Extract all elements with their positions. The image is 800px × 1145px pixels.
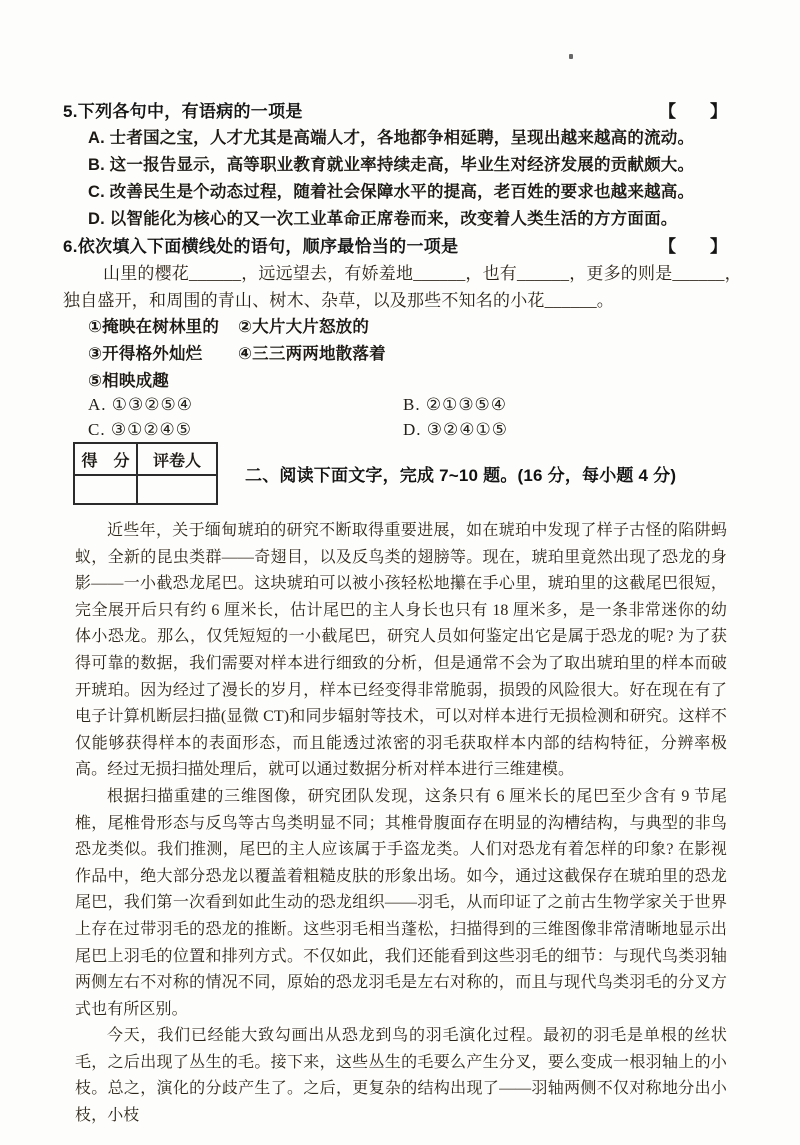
question-6-sentence-line-2: 独自盛开，和周围的青山、树木、杂草，以及那些不知名的小花______。	[63, 291, 614, 310]
score-value-cell	[74, 475, 137, 504]
passage-paragraph-2: 根据扫描重建的三维图像，研究团队发现，这条只有 6 厘米长的尾巴至少含有 9 节尾椎，尾椎骨形态与反鸟等古鸟类明显不同；其椎骨腹面存在明显的沟槽结构，与典型的非鸟恐龙类似。我们推测，尾巴的主人应该属于手盗龙类。人们对恐龙有着怎样的印象? 在影视作品中，绝大部分恐龙以覆盖着粗糙皮肤的形象出场。如今，通过这截保存在琥珀里的恐龙尾巴，我们第一次看到如此生动的恐龙组织——羽毛，从而印证了之前古生物学家关于世界上存在过带羽毛的恐龙的推断。这些羽毛相当蓬松，扫描得到的三维图像非常清晰地显示出尾巴上羽毛的位置和排列方式。不仅如此，我们还能看到这些羽毛的细节：与现代鸟类羽轴两侧左右不对称的情况不同，原始的恐龙羽毛是左右对称的，而且与现代鸟类羽毛的分叉方式也有所区别。	[75, 787, 727, 1018]
question-6-phrase-3: ③开得格外灿烂	[88, 345, 203, 363]
question-5-option-b: B. 这一报告显示，高等职业教育就业率持续走高，毕业生对经济发展的贡献颇大。	[88, 156, 695, 174]
score-label-cell: 得 分	[74, 443, 137, 475]
question-6-phrase-spacer	[238, 368, 386, 395]
question-5	[63, 98, 727, 233]
question-5-option-d: D. 以智能化为核心的又一次工业革命正席卷而来，改变着人类生活的方方面面。	[88, 210, 678, 228]
question-6-option-d: D. ③②④①⑤	[403, 420, 508, 439]
question-5-option-c: C. 改善民生是个动态过程，随着社会保障水平的提高，老百姓的要求也越来越高。	[88, 183, 695, 201]
question-5-option-a: A. 士者国之宝，人才尤其是高端人才，各地都争相延聘，呈现出越来越高的流动。	[88, 129, 695, 147]
question-6-phrase-2: ②大片大片怒放的	[238, 318, 370, 336]
question-6-phrases	[63, 314, 386, 395]
question-6-stem: 6.依次填入下面横线处的语句，顺序最恰当的一项是	[63, 237, 459, 256]
question-6-phrase-5: ⑤相映成趣	[88, 372, 169, 390]
section-2-heading: 二、阅读下面文字，完成 7~10 题。(16 分，每小题 4 分)	[245, 466, 677, 485]
passage-paragraph-3: 今天，我们已经能大致勾画出从恐龙到鸟的羽毛演化过程。最初的羽毛是单根的丝状毛，之后出现了丛生的毛。接下来，这些丛生的毛要么产生分叉，要么变成一根羽轴上的小枝。总之，演化的分歧产生了。之后，更复杂的结构出现了——羽轴两侧不仅对称地分出小枝，小枝	[75, 1027, 727, 1125]
question-6-option-c: C. ③①②④⑤	[88, 420, 193, 439]
question-5-options	[63, 125, 727, 233]
score-box	[73, 442, 218, 505]
question-6-phrase-4: ④三三两两地散落着	[238, 345, 386, 363]
question-6-answer-brackets: 【 】	[659, 237, 727, 256]
section-2-header-row	[73, 442, 727, 505]
question-5-stem: 5.下列各句中，有语病的一项是	[63, 102, 303, 121]
grader-value-cell	[137, 475, 217, 504]
question-6-option-b: B. ②①③⑤④	[403, 395, 508, 414]
reading-passage	[75, 518, 727, 1130]
question-6-options	[63, 392, 727, 442]
grader-label-cell: 评卷人	[137, 443, 217, 475]
passage-paragraph-1: 近些年，关于缅甸琥珀的研究不断取得重要进展，如在琥珀中发现了样子古怪的陷阱蚂蚁，全新的昆虫类群——奇翅目，以及反鸟类的翅膀等。现在，琥珀里竟然出现了恐龙的身影——一小截恐龙尾巴。这块琥珀可以被小孩轻松地攥在手心里，琥珀里的这截尾巴很短，完全展开后只有约 6 厘米长，估计尾巴的主人身长也只有 18 厘米多，是一条非常迷你的幼体小恐龙。那么，仅凭短短的一小截尾巴，研究人员如何鉴定出它是属于恐龙的呢? 为了获得可靠的数据，我们需要对样本进行细致的分析，但是通常不会为了取出琥珀里的样本而破开琥珀。因为经过了漫长的岁月，样本已经变得非常脆弱，损毁的风险很大。好在现在有了电子计算机断层扫描(显微 CT)和同步辐射等技术，可以对样本进行无损检测和研究。这样不仅能够获得样本的表面形态，而且能透过浓密的羽毛获取样本内部的结构特征，分辨率极高。经过无损扫描处理后，就可以通过数据分析对样本进行三维建模。	[75, 522, 727, 779]
scan-speck	[569, 54, 573, 59]
question-6-option-a: A. ①③②⑤④	[88, 395, 193, 414]
question-6-phrase-1: ①掩映在树林里的	[88, 318, 220, 336]
question-6-sentence-line-1: 山里的樱花______，远远望去，有娇羞地______，也有______，更多的则是______，	[103, 264, 742, 283]
question-5-answer-brackets: 【 】	[659, 102, 727, 121]
question-6	[63, 233, 742, 442]
